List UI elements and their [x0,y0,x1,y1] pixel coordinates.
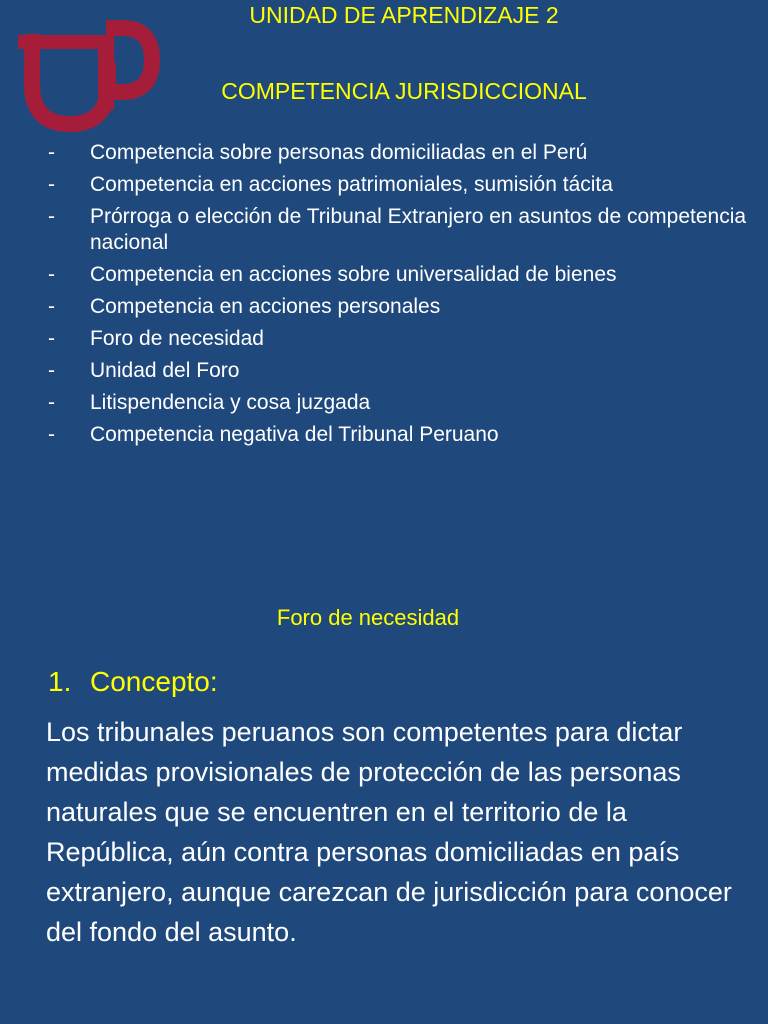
bullet-marker: - [48,263,55,286]
section-subtitle: Foro de necesidad [276,605,460,630]
utp-logo-icon [18,12,160,134]
list-item-text: Competencia sobre personas domiciliadas en el Perú [90,141,588,164]
slide-title: COMPETENCIA JURISDICCIONAL [221,78,587,104]
list-item-text: Competencia en acciones sobre universalidad de bienes [90,263,617,286]
bullet-marker: - [48,391,55,414]
bullet-marker: - [48,141,55,164]
list-item-text: Competencia en acciones personales [90,295,441,318]
list-item [48,204,748,256]
bullet-marker: - [48,205,55,228]
bullet-marker: - [48,327,55,350]
list-item [48,140,748,166]
list-item-text: Competencia en acciones patrimoniales, sumisión tácita [90,173,613,196]
list-item-text: Unidad del Foro [90,359,240,382]
list-item [48,422,748,448]
bullet-marker: - [48,295,55,318]
list-item [48,262,748,288]
list-item-text: Litispendencia y cosa juzgada [90,391,371,414]
concept-number: 1. [48,666,72,697]
concept-heading [48,666,218,698]
list-item-text: Foro de necesidad [90,327,264,350]
list-item [48,172,748,198]
list-item [48,326,748,352]
list-item-text: Competencia negativa del Tribunal Peruano [90,423,499,446]
concept-label: Concepto: [90,666,218,697]
concept-paragraph: Los tribunales peruanos son competentes para dictar medidas provisionales de protección de las personas naturales que se encuentren en el territorio de la República, aún contra personas domiciliadas en país extranjero, aunque carezcan de jurisdicción para conocer del fondo del asunto. [46,717,732,947]
bullet-marker: - [48,173,55,196]
topic-list [48,140,748,454]
bullet-marker: - [48,359,55,382]
list-item [48,390,748,416]
bullet-marker: - [48,423,55,446]
list-item [48,358,748,384]
unit-title: UNIDAD DE APRENDIZAJE 2 [249,2,559,28]
list-item-text: Prórroga o elección de Tribunal Extranjero en asuntos de competencia nacional [90,205,747,254]
list-item [48,294,748,320]
